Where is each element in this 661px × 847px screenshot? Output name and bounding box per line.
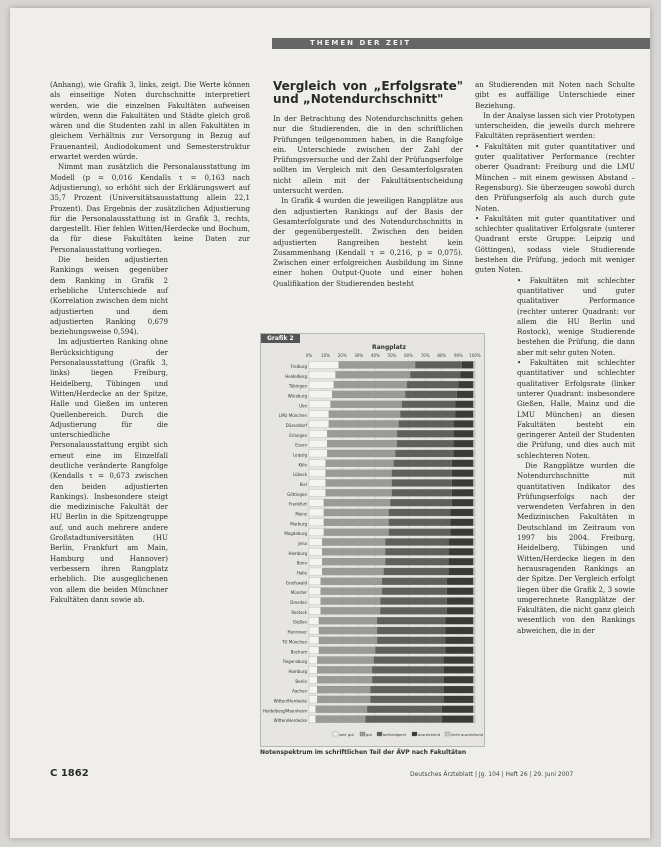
bar-segment <box>473 460 475 467</box>
bar-segment <box>402 401 455 408</box>
bar-segment <box>309 627 319 634</box>
y-category-label: Halle <box>296 570 307 576</box>
bar-segment <box>324 509 389 516</box>
bar-segment <box>473 411 475 418</box>
bar-segment <box>309 529 324 536</box>
y-category-label: Köln <box>298 462 307 468</box>
bar-segment <box>405 391 456 398</box>
bar-segment <box>370 696 443 703</box>
bar-segment <box>319 647 375 654</box>
bar-segment <box>448 538 473 545</box>
x-tick-label: 30% <box>354 353 364 358</box>
bar-segment <box>321 578 382 585</box>
bar-segment <box>309 588 321 595</box>
bar-segment <box>309 706 316 713</box>
bar-segment <box>445 637 473 644</box>
x-tick-label: 10% <box>321 353 331 358</box>
section-header-title: THEMEN DER ZEIT <box>310 39 412 47</box>
bar-segment <box>309 420 329 427</box>
bar-segment <box>473 666 475 673</box>
legend-label: befriedigend <box>383 732 406 737</box>
bar-segment <box>392 479 452 486</box>
bar-segment <box>326 489 392 496</box>
bar-segment <box>473 529 475 536</box>
y-category-label: TU München <box>282 639 307 645</box>
bar-segment <box>415 361 461 368</box>
bar-segment <box>473 627 475 634</box>
bar-segment <box>309 568 322 575</box>
bar-segment <box>309 676 317 683</box>
bar-segment <box>473 371 475 378</box>
bar-segment <box>326 479 392 486</box>
bar-segment <box>392 489 452 496</box>
bar-segment <box>327 450 395 457</box>
bar-segment <box>473 538 475 545</box>
bar-segment <box>447 578 474 585</box>
bar-segment <box>336 371 411 378</box>
bar-segment <box>389 519 450 526</box>
bar-segment <box>452 489 474 496</box>
y-category-label: Erlangen <box>289 432 307 438</box>
legend-label: ausreichend <box>418 732 440 737</box>
y-category-label: LMU München <box>278 413 307 419</box>
bar-segment <box>473 381 475 388</box>
text-column-2 <box>273 80 463 289</box>
bar-segment <box>365 716 441 723</box>
bar-segment <box>319 617 377 624</box>
y-category-label: Ulm <box>299 403 307 409</box>
bar-segment <box>395 450 453 457</box>
y-category-label: Witten/Herdecke <box>273 718 307 724</box>
bar-segment <box>447 588 474 595</box>
bar-segment <box>452 470 474 477</box>
bar-segment <box>382 588 447 595</box>
bar-segment <box>309 558 322 565</box>
bar-segment <box>329 420 399 427</box>
x-tick-label: 0% <box>305 353 313 358</box>
y-category-label: Frankfurt <box>288 501 307 507</box>
bar-segment <box>394 460 452 467</box>
figure-caption: Notenspektrum im schriftlichen Teil der ÄVP nach Fakultäten <box>260 749 467 756</box>
bar-segment <box>462 361 474 368</box>
bar-segment <box>309 578 321 585</box>
bar-segment <box>452 479 474 486</box>
bar-segment <box>473 558 475 565</box>
bar-segment <box>443 696 473 703</box>
y-category-label: Hamburg <box>288 550 307 556</box>
bar-segment <box>324 499 390 506</box>
bar-segment <box>389 529 450 536</box>
legend-swatch <box>360 732 365 736</box>
col2-paragraph-1: In der Betrachtung des Notendurchschnitts gehen nur die Studierenden, die in den schriftlichen Prüfungen teilgenommen haben, in die Rangfolge ein. Unterschiede zwischen der Zahl der Prüfungsversuche und der Zahl der Prüfungserfolge sollten im Vergleich mit den Gesamterfolgsraten nicht allein mit der Fakultätsentscheidung untersucht werden. <box>273 114 463 196</box>
y-category-label: Homburg <box>288 668 307 674</box>
bar-segment <box>448 548 473 555</box>
bar-segment <box>473 647 475 654</box>
bar-segment <box>370 686 443 693</box>
bar-segment <box>309 509 324 516</box>
bar-segment <box>384 568 449 575</box>
bar-segment <box>473 617 475 624</box>
bar-segment <box>442 716 474 723</box>
y-category-label: Gießen <box>292 619 307 625</box>
bar-segment <box>309 381 334 388</box>
bar-segment <box>473 420 475 427</box>
bar-segment <box>316 716 366 723</box>
y-category-label: Tübingen <box>288 383 307 389</box>
legend-swatch <box>333 732 338 736</box>
y-category-label: Würzburg <box>287 393 307 399</box>
bar-segment <box>332 391 405 398</box>
col3-bullet-1: • Fakultäten mit guter quantitativer und guter qualitativer Performance (rechter oberer Quadrant: Freiburg und die LMU München – mit einem gewissen Abstand – Regensburg). Sie überzeugen sowohl durch den Prüfungserfolg als auch durch gute Noten. <box>475 141 635 213</box>
bar-segment <box>445 627 473 634</box>
bar-segment <box>327 440 397 447</box>
bar-segment <box>473 361 475 368</box>
x-tick-label: 60% <box>404 353 414 358</box>
bar-segment <box>450 529 473 536</box>
bar-segment <box>380 597 446 604</box>
bar-segment <box>309 361 339 368</box>
bar-segment <box>445 617 473 624</box>
bar-segment <box>443 676 473 683</box>
bar-segment <box>322 558 385 565</box>
bar-segment <box>377 637 445 644</box>
bar-segment <box>399 420 454 427</box>
bar-segment <box>473 519 475 526</box>
y-category-label: Heidelberg/Mannheim <box>262 708 307 714</box>
col3-bullet-4: • Fakultäten mit schlechter quantitativer und schlechter qualitativer Erfolgsrate (linker unterer Quadrant: insbesondere Gießen, Halle, Mainz und die LMU München) an diesen Fakultäten besteht ein geringerer Anteil der Studenten die Prüfung, und dies auch mit schlechteren Noten. <box>517 358 635 460</box>
col1-paragraph-1: (Anhang), wie Grafik 3, links, zeigt. Die Werte können als einseitige Noten durchschnitte interpretiert werden, wie die einzelnen Fakultäten aufweisen würden, wenn die Fakultäten und Städte gleich groß wären und die Studenten zahl in allen Fakultäten in gleichem Verhältnis zur Versorgung in Bezug auf Frauenanteil, Audiodokument und Semesterstruktur erwartet werden würde. <box>50 80 250 162</box>
bar-segment <box>389 509 450 516</box>
y-category-label: Lübeck <box>292 472 307 478</box>
bar-segment <box>309 637 319 644</box>
y-category-label: Berlin <box>295 678 307 684</box>
bar-segment <box>447 597 474 604</box>
y-category-label: Rostock <box>291 609 307 615</box>
bar-segment <box>453 420 473 427</box>
bar-segment <box>385 548 448 555</box>
bar-segment <box>322 568 383 575</box>
bar-segment <box>329 411 400 418</box>
bar-segment <box>450 509 473 516</box>
bar-segment <box>309 597 321 604</box>
bar-segment <box>448 558 473 565</box>
bar-segment <box>367 706 442 713</box>
bar-segment <box>322 538 385 545</box>
bar-segment <box>473 509 475 516</box>
legend-label: gut <box>366 732 372 737</box>
y-category-label: Bochum <box>290 649 307 655</box>
bar-segment <box>453 440 473 447</box>
bar-segment <box>309 696 317 703</box>
bar-segment <box>309 460 326 467</box>
bar-segment <box>407 381 458 388</box>
y-category-label: Greifswald <box>285 580 307 586</box>
bar-segment <box>324 529 389 536</box>
y-category-label: Heidelberg <box>285 373 307 379</box>
col2-paragraph-2: In Grafik 4 wurden die jeweiligen Rangplätze aus den adjustierten Rankings auf der Basis der Gesamterfolgsrate und des Notendurchschnitts in der gegenübergestellt. Zwischen den beiden adjustierten Rangreihen besteht kein Zusammenhang (Kendall τ = 0,216, p = 0,075). Zwischen einer erfolgreichen Ausbildung im Sinne einer hohen Output-Quote und einer hohen Qualifikation der Studierenden besteht <box>273 196 463 288</box>
bar-segment <box>473 597 475 604</box>
stacked-bar-chart <box>261 334 484 746</box>
bar-segment <box>473 686 475 693</box>
bar-segment <box>473 676 475 683</box>
bar-segment <box>309 430 327 437</box>
bar-segment <box>473 479 475 486</box>
y-category-label: Bonn <box>296 560 307 566</box>
bar-segment <box>452 460 474 467</box>
bar-segment <box>473 568 475 575</box>
y-category-label: Düsseldorf <box>285 422 307 428</box>
bar-segment <box>377 617 445 624</box>
bar-segment <box>473 391 475 398</box>
bar-segment <box>309 666 317 673</box>
y-category-label: Witten/Herdecke <box>273 698 307 704</box>
bar-segment <box>326 460 394 467</box>
bar-segment <box>445 647 473 654</box>
bar-segment <box>316 706 367 713</box>
bar-segment <box>380 607 446 614</box>
bar-segment <box>321 607 381 614</box>
bar-segment <box>321 588 382 595</box>
journal-page <box>10 8 650 838</box>
bar-segment <box>309 440 327 447</box>
bar-segment <box>443 686 473 693</box>
bar-segment <box>317 666 372 673</box>
bar-segment <box>385 558 448 565</box>
bar-segment <box>309 411 329 418</box>
col1-paragraph-3: Die beiden adjustierten Rankings weisen gegenüber dem Ranking in Grafik 2 erhebliche Unterschiede auf (Korrelation zwischen dem nicht adjustierten und dem adjustierten Ranking 0,679 beziehungsweise 0,594). <box>50 255 168 337</box>
bar-segment <box>473 499 475 506</box>
bar-segment <box>309 657 317 664</box>
col1-paragraph-4: Im adjustierten Ranking ohne Berücksichtigung der Personalausstattung (Grafik 3, links) liegen Freiburg, Heidelberg, Tübingen und Witten/Herdecke an der Spitze, Halle und Gießen im unteren Quellenbereich. Durch die Adjustierung für die unterschiedliche Personalausstattung ergibt sich erneut eine im Einzelfall deutliche veränderte Rangfolge (Kendalls τ = 0,673 zwischen den beiden adjustierten Rankings). Insbesondere steigt die medizinische Fakultät der HU Berlin in die Spitzengruppe auf, und auch mehrere andere Großstadtuniversitäten (HU Berlin, Frankfurt am Main, Hamburg und Hannover) verbessern ihren Rangplatz erheblich. Die ausgeglichenen von allem die beiden Münchner Fakultäten dann sowie ab. <box>50 337 168 604</box>
text-column-3 <box>475 80 635 636</box>
bar-group <box>309 361 475 722</box>
bar-segment <box>327 430 397 437</box>
bar-segment <box>319 637 377 644</box>
col3-bullet-3: • Fakultäten mit schlechter quantitativer und guter qualitativer Performance (rechter unterer Quadrant: vor allem die HU Berlin und Rostock), wenige Studierende bestehen die Prüfung, die dann aber mit sehr guten Noten. <box>517 275 635 357</box>
figure-tag: Grafik 2 <box>261 334 300 343</box>
bar-segment <box>443 666 473 673</box>
bar-segment <box>309 489 326 496</box>
bar-segment <box>400 411 455 418</box>
bar-segment <box>317 657 373 664</box>
bar-segment <box>473 696 475 703</box>
section-heading: Vergleich von „Erfolgsrate" und „Notendurchschnitt" <box>273 79 463 106</box>
legend-swatch <box>445 732 450 736</box>
bar-segment <box>473 450 475 457</box>
bar-segment <box>324 519 389 526</box>
y-category-label: Mainz <box>295 511 307 517</box>
bar-segment <box>309 470 326 477</box>
bar-segment <box>375 647 445 654</box>
bar-segment <box>319 627 377 634</box>
bar-segment <box>331 401 402 408</box>
y-category-label: Regensburg <box>283 659 307 665</box>
legend-label: sehr gut <box>339 732 354 737</box>
bar-segment <box>410 371 460 378</box>
y-category-label: Magdeburg <box>284 531 307 537</box>
bar-segment <box>309 607 321 614</box>
bar-segment <box>473 430 475 437</box>
bar-segment <box>473 548 475 555</box>
bar-segment <box>317 686 370 693</box>
bar-segment <box>339 361 415 368</box>
bar-segment <box>326 470 392 477</box>
bar-segment <box>374 657 444 664</box>
bar-segment <box>473 706 475 713</box>
bar-segment <box>450 519 473 526</box>
bar-segment <box>397 440 453 447</box>
col1-paragraph-2: Nimmt man zusätzlich die Personalausstattung im Modell (p = 0,016 Kendalls τ = 0,163 nach Adjustierung), so erhöht sich der Erklärungswert auf 35,7 Prozent (Universitätsausstattung allein 22,1 Prozent). Das Ergebnis der zusätzlichen Adjustierung für die Personalausstattung ist in Grafik 3, rechts, dargestellt. Hier fehlen Witten/Herdecke und Bochum, da für diese Fakultäten keine Daten zur Personalausstattung vorliegen. <box>50 162 250 254</box>
bar-segment <box>309 479 326 486</box>
bar-segment <box>397 430 453 437</box>
bar-segment <box>390 499 451 506</box>
bar-segment <box>473 470 475 477</box>
bar-segment <box>452 499 474 506</box>
bar-segment <box>309 371 336 378</box>
bar-segment <box>317 676 372 683</box>
bar-segment <box>455 401 473 408</box>
chart-legend <box>333 732 483 737</box>
y-category-label: Essen <box>295 442 307 448</box>
y-category-label: Jena <box>298 541 307 547</box>
bar-segment <box>309 450 327 457</box>
x-tick-label: 90% <box>453 353 463 358</box>
journal-citation: Deutsches Ärzteblatt | Jg. 104 | Heft 26 | 29. Juni 2007 <box>410 771 574 778</box>
bar-segment <box>473 489 475 496</box>
bar-segment <box>309 647 319 654</box>
bar-segment <box>392 470 452 477</box>
x-tick-label: 70% <box>420 353 430 358</box>
bar-segment <box>385 538 448 545</box>
bar-segment <box>473 607 475 614</box>
y-category-label: Dresden <box>290 600 307 606</box>
col3-paragraph-1: an Studierenden mit Noten nach Schulte gibt es auffällige Unterschiede einer Beziehung. <box>475 80 635 110</box>
y-category-label: Kiel <box>299 482 307 488</box>
y-category-label: Aachen <box>292 688 307 694</box>
bar-segment <box>309 401 331 408</box>
bar-segment <box>473 657 475 664</box>
bar-segment <box>458 381 473 388</box>
col3-bullet-2: • Fakultäten mit guter quantitativer und schlechter qualitativer Erfolgsrate (unterer Quadrant erste Gruppe: Leipzig und Göttingen), sodass viele Studierende bestehen die Prüfung, jedoch mit weniger guten Noten. <box>475 213 635 275</box>
bar-segment <box>473 401 475 408</box>
x-tick-label: 40% <box>370 353 380 358</box>
bar-segment <box>309 617 319 624</box>
bar-segment <box>443 657 473 664</box>
y-category-label: Freiburg <box>290 363 307 369</box>
col3-paragraph-2: In der Analyse lassen sich vier Prototypen unterscheiden, die jeweils durch mehrere Fakultäten repräsentiert werden: <box>475 110 635 141</box>
bar-segment <box>473 588 475 595</box>
col3-paragraph-3: Die Rangplätze wurden die Notendurchschnitte mit quantitativen Indikator des Prüfungserfolgs nach der verwendeten Verfahren in den Medizinischen Fakultäten in Deutschland im Zeitraum von 1997 bis 2004. Freiburg, Heidelberg, Tübingen und Witten/Herdecke liegen in den herausragenden Rankings an der Spitze. Der Vergleich erfolgt liegen über die Grafik 2, 3 sowie umgerechnete Rangplätze der Fakultäten, die nicht ganz gleich wesentlich von den Rankings abweichen, die in der <box>517 460 635 635</box>
bar-segment <box>473 716 475 723</box>
chart-title: Rangplatz <box>372 344 406 351</box>
bar-segment <box>334 381 407 388</box>
bar-segment <box>473 637 475 644</box>
x-tick-label: 50% <box>387 353 397 358</box>
legend-swatch <box>412 732 417 736</box>
bar-segment <box>453 450 473 457</box>
x-tick-label: 100% <box>469 353 481 358</box>
bar-segment <box>473 440 475 447</box>
bar-segment <box>453 430 473 437</box>
bar-segment <box>460 371 473 378</box>
figure-box <box>260 333 485 747</box>
y-category-label: Göttingen <box>287 491 307 497</box>
bar-segment <box>309 686 317 693</box>
bar-segment <box>321 597 381 604</box>
bar-segment <box>322 548 385 555</box>
bar-segment <box>309 499 324 506</box>
x-tick-label: 80% <box>437 353 447 358</box>
bar-segment <box>309 716 316 723</box>
bar-segment <box>442 706 474 713</box>
bar-segment <box>455 411 473 418</box>
bar-segment <box>309 519 324 526</box>
y-category-label: Leipzig <box>292 452 307 458</box>
legend-label: nicht ausreichend <box>451 732 484 737</box>
bar-segment <box>309 538 322 545</box>
bar-segment <box>473 578 475 585</box>
legend-swatch <box>377 732 382 736</box>
bar-segment <box>309 548 322 555</box>
bar-segment <box>372 676 443 683</box>
y-category-label: Münster <box>290 590 307 596</box>
bar-segment <box>377 627 445 634</box>
y-category-label: Marburg <box>290 521 307 527</box>
bar-segment <box>382 578 447 585</box>
y-axis-labels <box>263 364 308 723</box>
y-category-label: Hannover <box>287 629 307 635</box>
text-column-1 <box>50 80 250 605</box>
bar-segment <box>448 568 473 575</box>
bar-segment <box>317 696 370 703</box>
bar-segment <box>309 391 332 398</box>
bar-segment <box>447 607 474 614</box>
bar-segment <box>372 666 443 673</box>
bar-segment <box>457 391 474 398</box>
x-tick-label: 20% <box>337 353 347 358</box>
page-number: C 1862 <box>50 768 89 779</box>
